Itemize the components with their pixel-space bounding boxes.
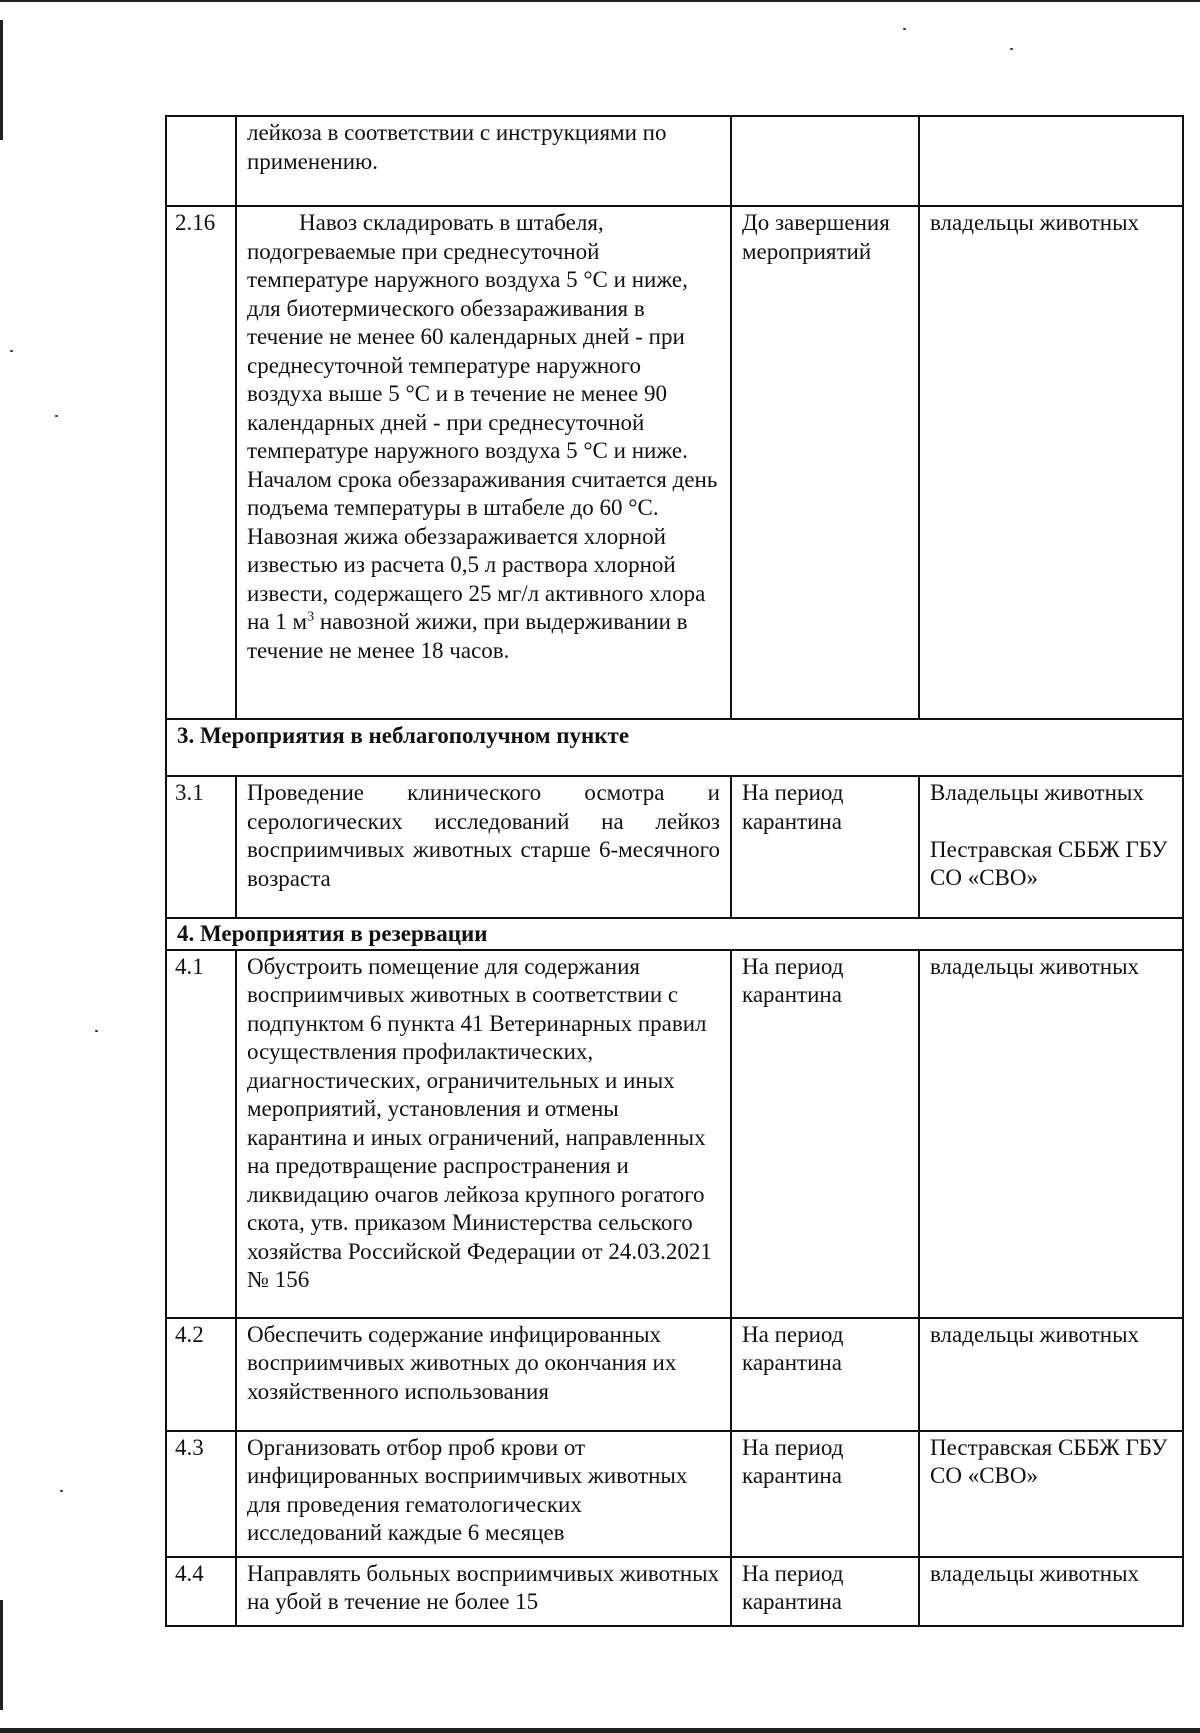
responsible-cell bbox=[919, 776, 1183, 918]
term-text: До завершения мероприятий bbox=[731, 206, 919, 719]
table-row bbox=[166, 206, 1183, 719]
responsible-text: владельцы животных bbox=[919, 206, 1183, 719]
table-row bbox=[166, 776, 1183, 918]
scan-speck bbox=[60, 1490, 63, 1492]
scan-border-left bbox=[0, 20, 3, 140]
term-text: На период карантина bbox=[731, 1318, 919, 1431]
row-number: 2.16 bbox=[166, 206, 236, 719]
scan-speck bbox=[95, 1030, 98, 1032]
measure-text: Обустроить помещение для содержания восприимчивых животных в соответствии с подпунктом 6 пункта 41 Ветеринарных правил осуществления профилактических, диагностических, ограничительных и иных мероприятий, установления и отмены карантина и иных ограничений, направленных на предотвращение распространения и ликвидацию очагов лейкоза крупного рогатого скота, утв. приказом Министерства сельского хозяйства Российской Федерации от 24.03.2021 № 156 bbox=[236, 950, 731, 1318]
measure-text: Проведение клинического осмотра и серологических исследований на лейкоз восприимчивых животных старше 6-месячного возраста bbox=[236, 776, 731, 918]
scan-speck bbox=[55, 415, 58, 417]
table-row bbox=[166, 1431, 1183, 1557]
measures-table bbox=[165, 115, 1184, 1627]
measure-text-part: Навоз складировать в штабеля, подогреваемые при среднесуточной температуре наружного воздуха 5 °С и ниже, для биотермического обеззараживания в течение не менее 60 календарных дней - при среднесуточной температуре наружного воздуха выше 5 °С и в течение не менее 90 календарных дней - при среднесуточной температуре наружного воздуха 5 °С и ниже. Началом срока обеззараживания считается день подъема температуры в штабеле до 60 °С. Навозная жижа обеззараживается хлорной известью из расчета 0,5 л раствора хлорной извести, содержащего 25 мг/л активного хлора на 1 м bbox=[247, 210, 718, 634]
row-number: 3.1 bbox=[166, 776, 236, 918]
section-heading: 3. Мероприятия в неблагополучном пункте bbox=[166, 719, 1183, 776]
responsible-text: Пестравская СББЖ ГБУ СО «СВО» bbox=[930, 836, 1168, 890]
term-text bbox=[731, 116, 919, 206]
table-row bbox=[166, 116, 1183, 206]
section-heading: 4. Мероприятия в резервации bbox=[166, 918, 1183, 950]
term-text: На период карантина bbox=[731, 1557, 919, 1626]
row-number bbox=[166, 116, 236, 206]
scan-speck bbox=[1010, 48, 1013, 50]
measure-text: лейкоза в соответствии с инструкциями по применению. bbox=[236, 116, 731, 206]
scan-speck bbox=[903, 28, 906, 30]
term-text: На период карантина bbox=[731, 1431, 919, 1557]
responsible-text: Владельцы животных bbox=[930, 780, 1144, 805]
section-heading-row bbox=[166, 918, 1183, 950]
row-number: 4.1 bbox=[166, 950, 236, 1318]
scan-border-top bbox=[0, 0, 1200, 2]
measure-text: Обеспечить содержание инфицированных восприимчивых животных до окончания их хозяйственного использования bbox=[236, 1318, 731, 1431]
scan-border-bottom bbox=[0, 1728, 1200, 1733]
row-number: 4.2 bbox=[166, 1318, 236, 1431]
term-text: На период карантина bbox=[731, 950, 919, 1318]
row-number: 4.3 bbox=[166, 1431, 236, 1557]
responsible-text bbox=[919, 116, 1183, 206]
term-text: На период карантина bbox=[731, 776, 919, 918]
responsible-text: владельцы животных bbox=[919, 1557, 1183, 1626]
table-row bbox=[166, 1557, 1183, 1626]
measure-text: Организовать отбор проб крови от инфицированных восприимчивых животных для проведения гематологических исследований каждые 6 месяцев bbox=[236, 1431, 731, 1557]
measure-text-part: навозной жижи, при выдерживании в течение не менее 18 часов. bbox=[247, 609, 688, 663]
superscript: 3 bbox=[307, 609, 315, 625]
table-row bbox=[166, 1318, 1183, 1431]
responsible-text: владельцы животных bbox=[919, 950, 1183, 1318]
scan-border-left-lower bbox=[0, 1600, 3, 1710]
measure-text: Направлять больных восприимчивых животных на убой в течение не более 15 bbox=[236, 1557, 731, 1626]
table-row bbox=[166, 950, 1183, 1318]
section-heading-row bbox=[166, 719, 1183, 776]
responsible-text: владельцы животных bbox=[919, 1318, 1183, 1431]
scan-speck bbox=[10, 350, 13, 352]
responsible-text: Пестравская СББЖ ГБУ СО «СВО» bbox=[919, 1431, 1183, 1557]
measure-text bbox=[236, 206, 731, 719]
row-number: 4.4 bbox=[166, 1557, 236, 1626]
